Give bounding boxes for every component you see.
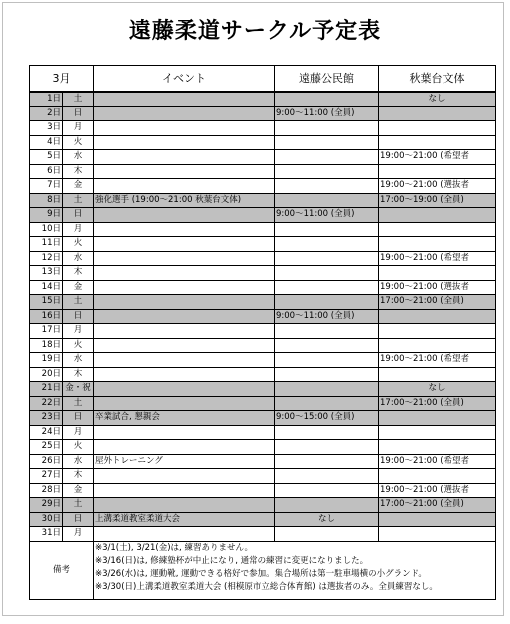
hall2-cell: 17:00～21:00 (全員) [379, 498, 496, 513]
note-line: ※3/30(日)上溝柔道教室柔道大会 (相模原市立総合体育館) は選抜者のみ。全員練習なし。 [95, 581, 438, 592]
hall2-cell [379, 367, 496, 382]
table-row [30, 396, 496, 411]
event-cell [94, 179, 275, 194]
day-cell: 2日 [30, 106, 63, 121]
day-cell: 12日 [30, 251, 63, 266]
day-cell: 3日 [30, 121, 63, 136]
table-row [30, 106, 496, 121]
table-row [30, 208, 496, 223]
hall1-cell [275, 179, 379, 194]
weekday-cell: 月 [63, 425, 94, 440]
table-row [30, 121, 496, 136]
event-cell [94, 222, 275, 237]
table-row [30, 309, 496, 324]
day-cell: 23日 [30, 411, 63, 426]
table-row [30, 295, 496, 310]
hall1-cell [275, 251, 379, 266]
day-cell: 10日 [30, 222, 63, 237]
weekday-cell: 月 [63, 222, 94, 237]
hall1-cell [275, 135, 379, 150]
hall2-cell: 19:00～21:00 (選抜者 [379, 179, 496, 194]
day-cell: 6日 [30, 164, 63, 179]
hall2-cell [379, 135, 496, 150]
day-cell: 31日 [30, 527, 63, 542]
hall2-cell: 19:00～21:00 (選抜者 [379, 280, 496, 295]
note-line: ※3/1(土), 3/21(金)は, 練習ありません。 [95, 542, 253, 553]
hall1-cell [275, 367, 379, 382]
day-cell: 7日 [30, 179, 63, 194]
day-cell: 9日 [30, 208, 63, 223]
weekday-cell: 月 [63, 121, 94, 136]
table-row [30, 483, 496, 498]
table-row [30, 266, 496, 281]
day-cell: 19日 [30, 353, 63, 368]
table-row [30, 92, 496, 107]
hall1-cell: 9:00～11:00 (全員) [275, 208, 379, 223]
hall1-cell [275, 280, 379, 295]
weekday-cell: 火 [63, 135, 94, 150]
table-row [30, 280, 496, 295]
weekday-cell: 水 [63, 353, 94, 368]
hall1-cell [275, 338, 379, 353]
hall1-cell [275, 222, 379, 237]
hall2-cell [379, 309, 496, 324]
event-cell [94, 121, 275, 136]
weekday-cell: 木 [63, 469, 94, 484]
hall2-cell: 17:00～21:00 (全員) [379, 295, 496, 310]
event-cell [94, 92, 275, 107]
event-cell [94, 338, 275, 353]
table-row [30, 512, 496, 527]
weekday-cell: 日 [63, 512, 94, 527]
hall2-cell: なし [379, 92, 496, 107]
table-row [30, 237, 496, 252]
hall2-cell [379, 512, 496, 527]
hall1-cell [275, 266, 379, 281]
day-cell: 30日 [30, 512, 63, 527]
weekday-cell: 火 [63, 440, 94, 455]
table-row [30, 324, 496, 339]
hall2-cell [379, 222, 496, 237]
page-title: 遠藤柔道サークル予定表 [128, 19, 382, 44]
hall1-cell [275, 295, 379, 310]
event-cell [94, 164, 275, 179]
hall2-cell [379, 208, 496, 223]
hall1-cell: なし [275, 512, 379, 527]
header-row [30, 66, 496, 92]
day-cell: 15日 [30, 295, 63, 310]
hall2-cell: 17:00～19:00 (全員) [379, 193, 496, 208]
weekday-cell: 金・祝 [63, 382, 94, 397]
day-cell: 17日 [30, 324, 63, 339]
event-cell [94, 309, 275, 324]
event-cell: 強化選手 (19:00～21:00 秋葉台文体) [94, 193, 275, 208]
weekday-cell: 木 [63, 266, 94, 281]
table-row [30, 353, 496, 368]
event-cell [94, 353, 275, 368]
table-row [30, 411, 496, 426]
hall2-cell: 19:00～21:00 (希望者 [379, 150, 496, 165]
hall2-cell [379, 527, 496, 542]
note-line: ※3/26(水)は, 運動靴, 運動できる格好で参加。集合場所は第一駐車場横の小グランド。 [95, 568, 427, 579]
weekday-cell: 金 [63, 179, 94, 194]
day-cell: 24日 [30, 425, 63, 440]
table-row [30, 425, 496, 440]
hall1-cell [275, 483, 379, 498]
weekday-cell: 日 [63, 208, 94, 223]
table-row [30, 454, 496, 469]
hall1-cell: 9:00～11:00 (全員) [275, 309, 379, 324]
day-cell: 16日 [30, 309, 63, 324]
table-row [30, 382, 496, 397]
table-row [30, 338, 496, 353]
event-cell [94, 367, 275, 382]
hall2-cell [379, 106, 496, 121]
day-cell: 8日 [30, 193, 63, 208]
hall2-cell: 19:00～21:00 (希望者 [379, 454, 496, 469]
day-cell: 20日 [30, 367, 63, 382]
header-hall1: 遠藤公民館 [275, 66, 379, 92]
weekday-cell: 月 [63, 324, 94, 339]
header-month: 3月 [30, 66, 94, 92]
hall1-cell [275, 527, 379, 542]
hall2-cell: 19:00～21:00 (希望者 [379, 251, 496, 266]
weekday-cell: 日 [63, 411, 94, 426]
weekday-cell: 月 [63, 527, 94, 542]
hall2-cell [379, 440, 496, 455]
hall2-cell: なし [379, 382, 496, 397]
table-row [30, 527, 496, 542]
table-row [30, 164, 496, 179]
hall2-cell [379, 266, 496, 281]
day-cell: 22日 [30, 396, 63, 411]
day-cell: 14日 [30, 280, 63, 295]
hall1-cell [275, 193, 379, 208]
hall1-cell [275, 382, 379, 397]
hall2-cell [379, 425, 496, 440]
header-hall2: 秋葉台文体 [379, 66, 496, 92]
table-row [30, 498, 496, 513]
table-row [30, 179, 496, 194]
event-cell [94, 266, 275, 281]
weekday-cell: 木 [63, 367, 94, 382]
table-row [30, 251, 496, 266]
hall1-cell: 9:00～15:00 (全員) [275, 411, 379, 426]
weekday-cell: 火 [63, 237, 94, 252]
event-cell [94, 382, 275, 397]
hall1-cell [275, 425, 379, 440]
weekday-cell: 金 [63, 280, 94, 295]
event-cell: 上溝柔道教室柔道大会 [94, 512, 275, 527]
hall1-cell [275, 440, 379, 455]
hall2-cell: 17:00～21:00 (全員) [379, 396, 496, 411]
hall1-cell [275, 454, 379, 469]
weekday-cell: 土 [63, 396, 94, 411]
weekday-cell: 土 [63, 295, 94, 310]
event-cell [94, 527, 275, 542]
event-cell [94, 483, 275, 498]
day-cell: 25日 [30, 440, 63, 455]
hall1-cell [275, 353, 379, 368]
notes-row [30, 541, 496, 599]
hall2-cell [379, 411, 496, 426]
day-cell: 13日 [30, 266, 63, 281]
hall1-cell [275, 164, 379, 179]
day-cell: 21日 [30, 382, 63, 397]
weekday-cell: 水 [63, 454, 94, 469]
weekday-cell: 木 [63, 164, 94, 179]
day-cell: 26日 [30, 454, 63, 469]
event-cell [94, 469, 275, 484]
weekday-cell: 土 [63, 498, 94, 513]
weekday-cell: 水 [63, 150, 94, 165]
hall2-cell [379, 164, 496, 179]
hall2-cell: 19:00～21:00 (希望者 [379, 353, 496, 368]
event-cell [94, 324, 275, 339]
hall1-cell [275, 324, 379, 339]
hall1-cell [275, 150, 379, 165]
weekday-cell: 火 [63, 338, 94, 353]
hall2-cell [379, 324, 496, 339]
table-row [30, 150, 496, 165]
event-cell [94, 295, 275, 310]
event-cell [94, 396, 275, 411]
hall1-cell [275, 469, 379, 484]
weekday-cell: 日 [63, 106, 94, 121]
day-cell: 29日 [30, 498, 63, 513]
day-cell: 28日 [30, 483, 63, 498]
table-row [30, 469, 496, 484]
hall1-cell [275, 237, 379, 252]
hall1-cell [275, 92, 379, 107]
event-cell: 卒業試合, 懇親会 [94, 411, 275, 426]
weekday-cell: 水 [63, 251, 94, 266]
notes-text [94, 541, 496, 599]
table-row [30, 222, 496, 237]
table-row [30, 440, 496, 455]
event-cell [94, 106, 275, 121]
schedule-table [29, 65, 496, 600]
table-row [30, 193, 496, 208]
day-cell: 11日 [30, 237, 63, 252]
day-cell: 27日 [30, 469, 63, 484]
table-row [30, 367, 496, 382]
hall1-cell: 9:00～11:00 (全員) [275, 106, 379, 121]
weekday-cell: 金 [63, 483, 94, 498]
event-cell [94, 425, 275, 440]
event-cell [94, 150, 275, 165]
day-cell: 18日 [30, 338, 63, 353]
hall1-cell [275, 121, 379, 136]
hall2-cell [379, 469, 496, 484]
hall2-cell [379, 237, 496, 252]
event-cell [94, 208, 275, 223]
header-event: イベント [94, 66, 275, 92]
hall1-cell [275, 396, 379, 411]
day-cell: 4日 [30, 135, 63, 150]
day-cell: 1日 [30, 92, 63, 107]
weekday-cell: 日 [63, 309, 94, 324]
notes-label: 備考 [30, 541, 94, 599]
event-cell [94, 135, 275, 150]
hall2-cell: 19:00～21:00 (選抜者 [379, 483, 496, 498]
day-cell: 5日 [30, 150, 63, 165]
event-cell [94, 280, 275, 295]
hall2-cell [379, 121, 496, 136]
event-cell [94, 440, 275, 455]
hall2-cell [379, 338, 496, 353]
event-cell: 屋外トレーニング [94, 454, 275, 469]
weekday-cell: 土 [63, 193, 94, 208]
event-cell [94, 498, 275, 513]
event-cell [94, 237, 275, 252]
schedule-body [30, 66, 496, 600]
table-row [30, 135, 496, 150]
note-line: ※3/16(日)は, 修練塾杯が中止になり, 通常の練習に変更になりました。 [95, 555, 369, 566]
event-cell [94, 251, 275, 266]
weekday-cell: 土 [63, 92, 94, 107]
hall1-cell [275, 498, 379, 513]
